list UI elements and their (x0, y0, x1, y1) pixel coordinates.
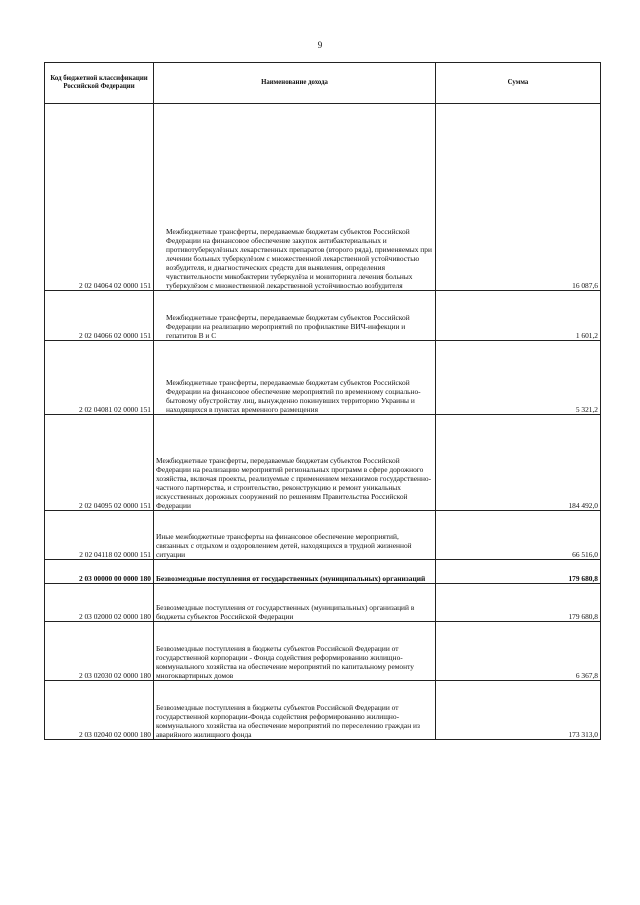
row-code: 2 03 00000 00 0000 180 (45, 560, 154, 584)
header-code: Код бюджетной классификации Российской Федерации (45, 63, 154, 104)
row-code: 2 02 04118 02 0000 151 (45, 511, 154, 560)
row-name: Межбюджетные трансферты, передаваемые бюджетам субъектов Российской Федерации на реализацию мероприятий по профилактике ВИЧ-инфекции и гепатитов B и C (154, 291, 436, 341)
table-row (45, 291, 601, 341)
row-sum: 179 680,8 (436, 584, 601, 622)
row-sum: 184 492,0 (436, 415, 601, 511)
row-code: 2 02 04081 02 0000 151 (45, 341, 154, 415)
row-sum: 6 367,8 (436, 622, 601, 681)
header-sum: Сумма (436, 63, 601, 104)
row-sum: 16 087,6 (436, 104, 601, 291)
table-header-row (45, 63, 601, 104)
row-sum: 173 313,0 (436, 681, 601, 740)
page-number: 9 (317, 40, 323, 50)
table-row (45, 415, 601, 511)
table-row (45, 584, 601, 622)
row-name: Межбюджетные трансферты, передаваемые бюджетам субъектов Российской Федерации на реализацию мероприятий региональных программ в сфере дорожного хозяйства, включая проекты, реализуемые с применением механизмов государственно-частного партнерства, и строительство, реконструкцию и ремонт уникальных искусственных дорожных сооружений по решениям Правительства Российской Федерации (154, 415, 436, 511)
table-row (45, 341, 601, 415)
table-row (45, 104, 601, 291)
row-code: 2 03 02030 02 0000 180 (45, 622, 154, 681)
header-name: Наименование дохода (154, 63, 436, 104)
table-row (45, 622, 601, 681)
row-name: Межбюджетные трансферты, передаваемые бюджетам субъектов Российской Федерации на финансовое обеспечение закупок антибактериальных и противотуберкулёзных лекарственных препаратов (второго ряда), применяемых при лечении больных туберкулёзом с множественной лекарственной устойчивостью возбудителя, и диагностических средств для выявления, определения чувствительности микобактерии туберкулёза и мониторинга лечения больных туберкулёзом с множественной лекарственной устойчивостью возбудителя (154, 104, 436, 291)
table-row (45, 511, 601, 560)
table-row (45, 681, 601, 740)
row-name: Безвозмездные поступления от государственных (муниципальных) организаций в бюджеты субъектов Российской Федерации (154, 584, 436, 622)
row-sum: 66 516,0 (436, 511, 601, 560)
row-sum: 5 321,2 (436, 341, 601, 415)
row-name: Безвозмездные поступления от государственных (муниципальных) организаций (154, 560, 436, 584)
row-code: 2 03 02000 02 0000 180 (45, 584, 154, 622)
budget-table (44, 62, 601, 740)
row-sum: 1 601,2 (436, 291, 601, 341)
row-name: Иные межбюджетные трансферты на финансовое обеспечение мероприятий, связанных с отдыхом и оздоровлением детей, находящихся в трудной жизненной ситуации (154, 511, 436, 560)
row-name: Безвозмездные поступления в бюджеты субъектов Российской Федерации от государственной корпорации-Фонда содействия реформированию жилищно-коммунального хозяйства на обеспечение мероприятий по переселению граждан из аварийного жилищного фонда (154, 681, 436, 740)
row-name: Безвозмездные поступления в бюджеты субъектов Российской Федерации от государственной корпорации - Фонда содействия реформированию жилищно-коммунального хозяйства на обеспечение мероприятий по капитальному ремонту многоквартирных домов (154, 622, 436, 681)
row-code: 2 02 04064 02 0000 151 (45, 104, 154, 291)
row-code: 2 03 02040 02 0000 180 (45, 681, 154, 740)
row-sum: 179 680,8 (436, 560, 601, 584)
row-name: Межбюджетные трансферты, передаваемые бюджетам субъектов Российской Федерации на финансовое обеспечение мероприятий по временному социально-бытовому обустройству лиц, вынужденно покинувших территорию Украины и находящихся в пунктах временного размещения (154, 341, 436, 415)
row-code: 2 02 04066 02 0000 151 (45, 291, 154, 341)
row-code: 2 02 04095 02 0000 151 (45, 415, 154, 511)
table-row-group (45, 560, 601, 584)
